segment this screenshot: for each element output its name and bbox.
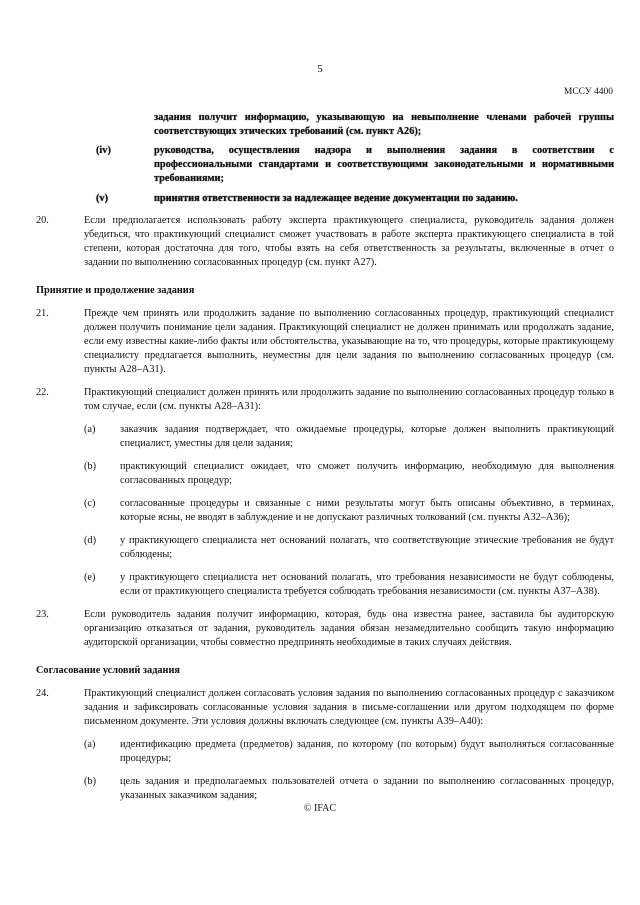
paragraph-text: Практикующий специалист должен принять или продолжить задание по выполнению согласованных процедур только в том случае, если (см. пункты А28–А31): (84, 387, 614, 412)
section-heading-acceptance: Принятие и продолжение задания (36, 285, 195, 296)
paragraph-text: Если предполагается использовать работу эксперта практикующего специалиста, руководитель задания должен убедиться, что практикующий специалист сможет участвовать в работе эксперта практикующего специалиста в той степени, которая достаточна для того, чтобы взять на себя ответственность за результаты, включенные в отчет о задании по выполнению согласованных процедур (см. пункт А27). (84, 215, 614, 268)
standard-code: МССУ 4400 (563, 87, 613, 97)
list-item-text: руководства, осуществления надзора и выполнения задания в соответствии с профессиональными стандартами и соответствующими законодательными и нормативными требованиями; (154, 145, 614, 184)
list-item-text: у практикующего специалиста нет оснований полагать, что соответствующие этические требования не будут соблюдены; (120, 535, 614, 560)
list-item (36, 497, 614, 525)
list-item-text: заказчик задания подтверждает, что ожидаемые процедуры, которые должен выполнить практикующий специалист, уместны для цели задания; (120, 424, 614, 449)
paragraph-text: Практикующий специалист должен согласовать условия задания по выполнению согласованных процедур с заказчиком задания и зафиксировать согласованные условия задания в письме-соглашении или другом подходящем по форме письменном документе. Эти условия должны включать следующее (см. пункты А39–А40): (84, 688, 614, 727)
list-marker: (a) (84, 424, 96, 435)
paragraph-text: Прежде чем принять или продолжить задание по выполнению согласованных процедур, практикующий специалист должен получить понимание цели задания. Практикующий специалист не должен принимать или продолжать задание, если ему известны какие-либо факты или обстоятельства, указывающие на то, что процедуры, которые практикующему специалисту предлагается выполнить, неуместны для цели задания по выполнению согласованных процедур (см. пункты А28–А31). (84, 308, 614, 375)
continued-list-item (36, 144, 614, 186)
list-item-text: принятия ответственности за надлежащее ведение документации по заданию. (154, 193, 518, 204)
paragraph-number: 24. (36, 688, 49, 699)
list-item (36, 738, 614, 766)
page-number: 5 (317, 63, 323, 75)
paragraph-number: 22. (36, 387, 49, 398)
footer-copyright: © IFAC (303, 803, 337, 814)
list-item-text: цель задания и предполагаемых пользователей отчета о задании по выполнению согласованных процедур, указанных заказчиком задания; (120, 776, 614, 801)
list-item-text: практикующий специалист ожидает, что сможет получить информацию, необходимую для выполнения согласованных процедур; (120, 461, 614, 486)
list-item (36, 460, 614, 488)
section-heading-terms: Согласование условий задания (36, 665, 180, 676)
list-item-text: задания получит информацию, указывающую на невыполнение членами рабочей группы соответствующих этических требований (см. пункт А26); (154, 112, 614, 137)
list-marker: (c) (84, 498, 96, 509)
list-item (36, 571, 614, 599)
paragraph-22 (36, 386, 614, 414)
page-content (36, 111, 614, 803)
paragraph-number: 20. (36, 215, 49, 226)
list-marker: (iv) (96, 145, 111, 156)
paragraph-number: 21. (36, 308, 49, 319)
list-item-text: согласованные процедуры и связанные с ними результаты могут быть описаны объективно, в терминах, которые ясны, не вводят в заблуждение и не допускают различных толкований (см. пункты А32–А36); (120, 498, 614, 523)
list-marker: (b) (84, 461, 97, 472)
list-item-text: у практикующего специалиста нет оснований полагать, что требования независимости не будут соблюдены, если от практикующего специалиста требуется соблюдать требования независимости (см. пункты А37–А38). (120, 572, 614, 597)
list-marker: (a) (84, 739, 96, 750)
paragraph-21 (36, 307, 614, 377)
list-item (36, 423, 614, 451)
paragraph-text: Если руководитель задания получит информацию, которая, будь она известна ранее, заставила бы аудиторскую организацию отказаться от задания, руководитель задания обязан незамедлительно сообщить такую информацию аудиторской организации, чтобы совместно предпринять необходимые в таких случаях действия. (84, 609, 614, 648)
continued-list-item (36, 111, 614, 139)
list-item (36, 534, 614, 562)
list-marker: (d) (84, 535, 97, 546)
list-item-text: идентификацию предмета (предметов) задания, по которому (по которым) будут выполняться согласованные процедуры; (120, 739, 614, 764)
continued-list-item (36, 192, 614, 206)
list-marker: (v) (96, 193, 109, 204)
list-item (36, 775, 614, 803)
paragraph-24 (36, 687, 614, 729)
list-marker: (e) (84, 572, 96, 583)
paragraph-23 (36, 608, 614, 650)
paragraph-number: 23. (36, 609, 49, 620)
list-marker: (b) (84, 776, 97, 787)
paragraph-20 (36, 214, 614, 270)
